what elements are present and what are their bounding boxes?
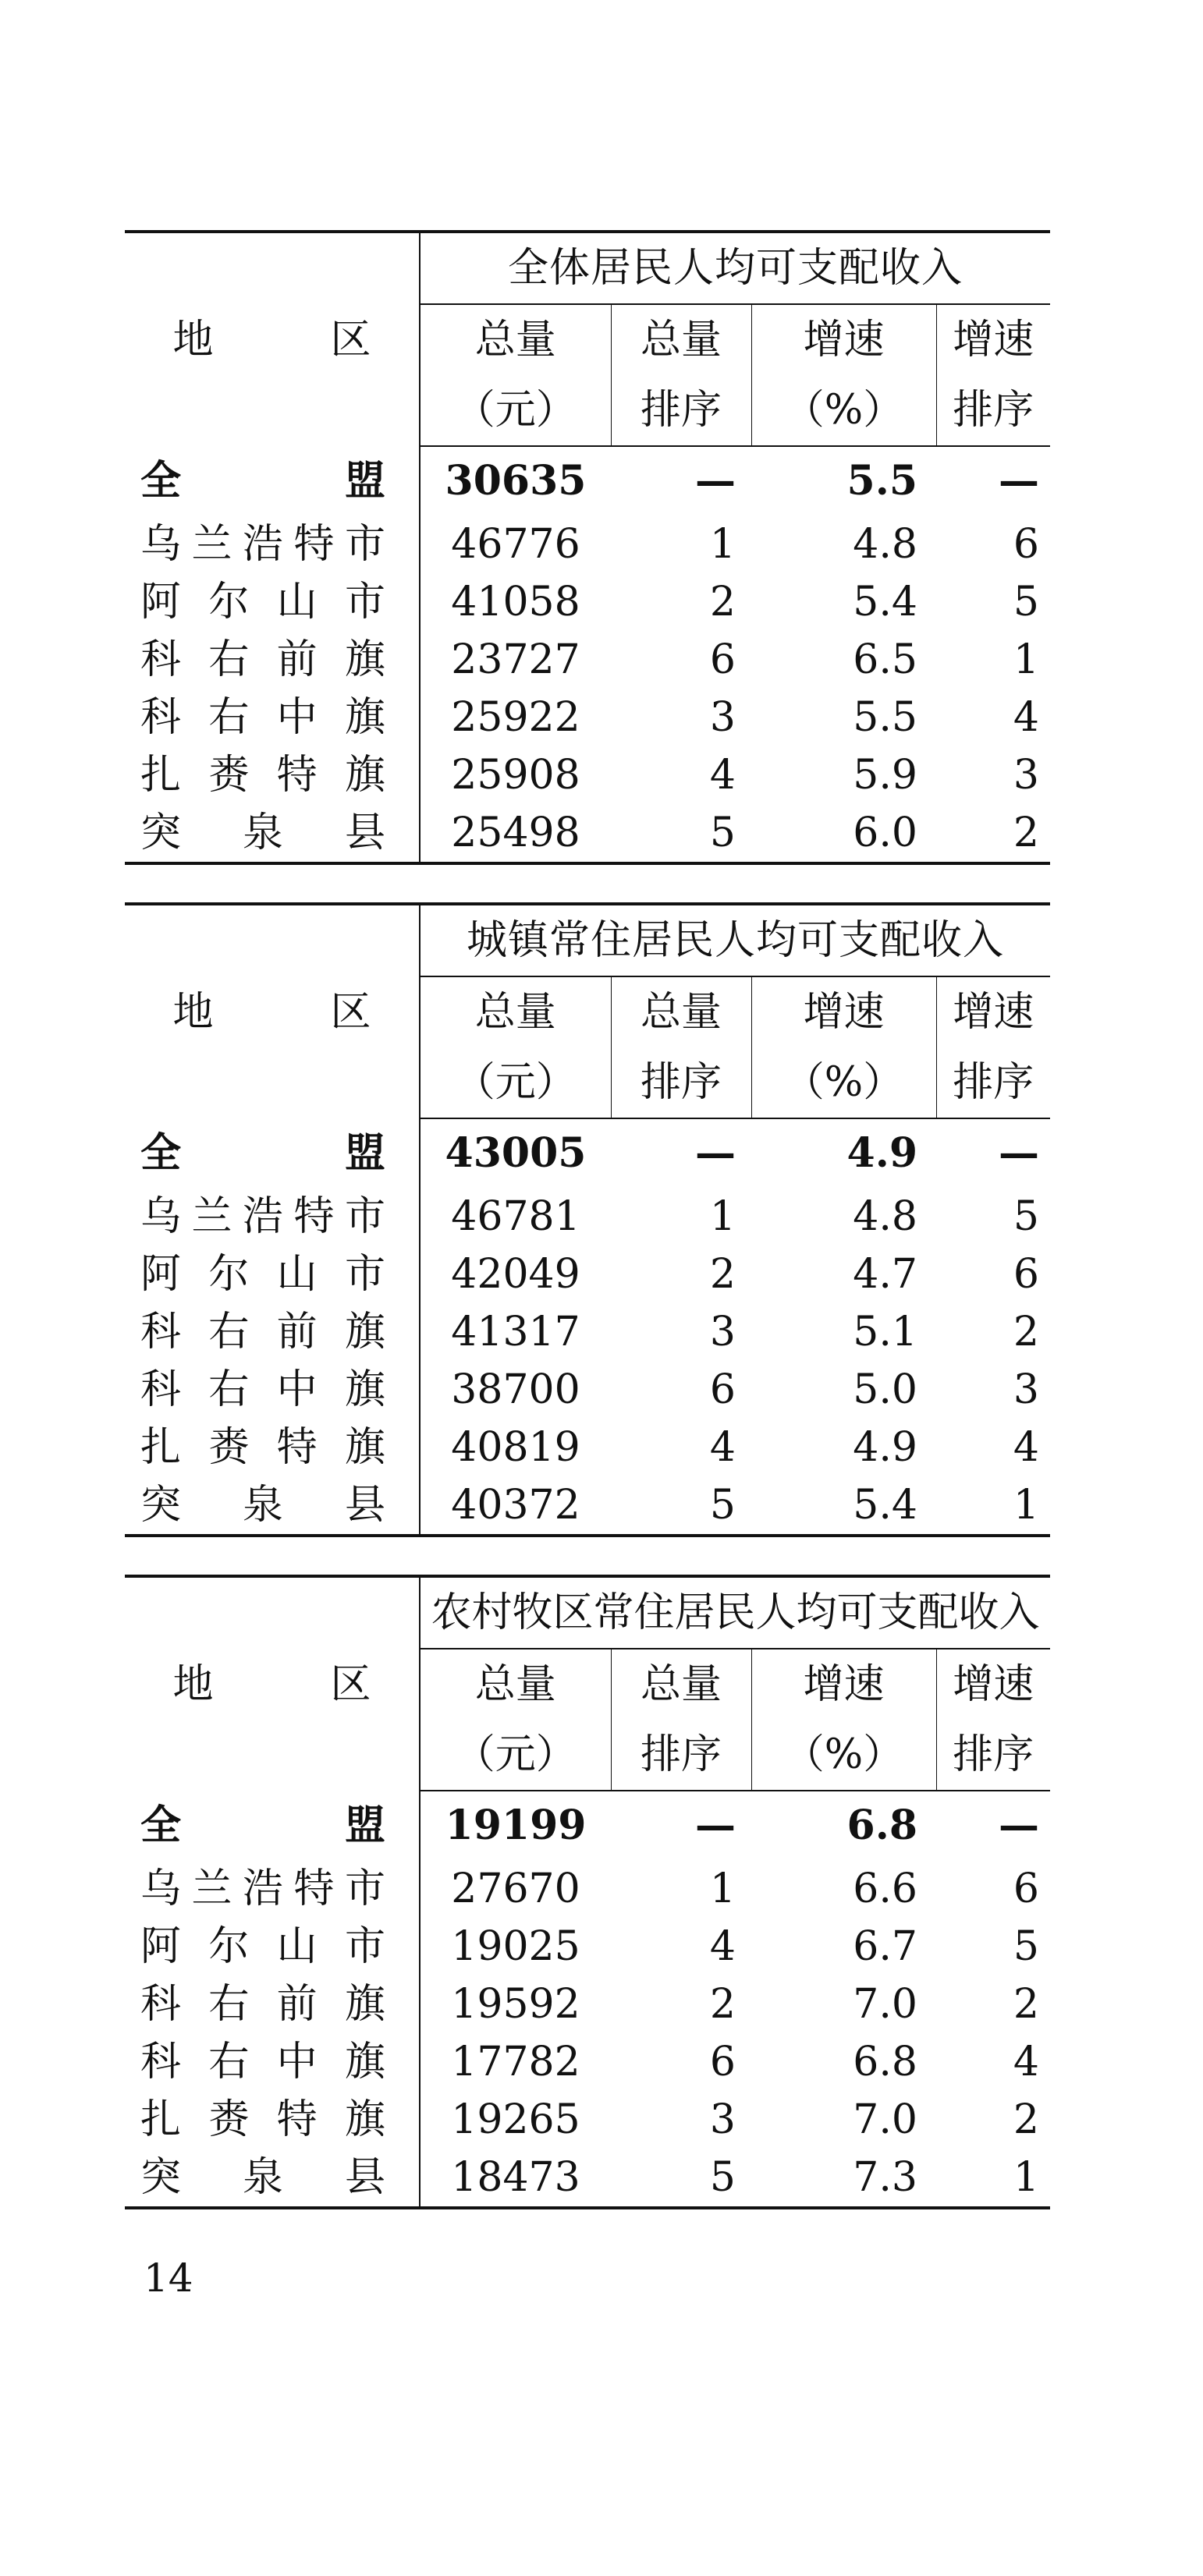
growth-cell: 7.3	[853, 2154, 917, 2201]
total-cell: 27670	[451, 1866, 580, 1912]
table-row	[125, 746, 1050, 804]
growth-rank-cell: 5	[1013, 579, 1040, 625]
table-row	[125, 1118, 1050, 1188]
region-char: 山	[276, 1923, 318, 1970]
region-header-char-1: 地	[172, 316, 214, 363]
table-row	[125, 1245, 1050, 1303]
growth-cell: 6.0	[853, 810, 917, 856]
growth-rank-cell: 5	[1013, 1923, 1040, 1970]
region-char: 突	[140, 2154, 182, 2201]
region-header-char-1: 地	[172, 1660, 214, 1708]
total-cell: 25922	[451, 694, 580, 741]
total-rank-header-line2: 排序	[611, 375, 751, 446]
table-row	[125, 1975, 1050, 2033]
region-cell	[125, 1975, 420, 2033]
total-cell: 46781	[451, 1193, 580, 1240]
total-rank-cell: 3	[709, 1309, 736, 1355]
total-cell: 40372	[451, 1482, 580, 1529]
growth-rank-header-line2: 排序	[936, 1047, 1050, 1118]
region-char: 科	[140, 636, 182, 683]
region-char: 前	[276, 636, 318, 683]
growth-rank-cell: 2	[1013, 2096, 1040, 2143]
total-rank-cell: 1	[709, 521, 736, 568]
table-body	[125, 1576, 1050, 2208]
table-title: 全体居民人均可支配收入	[420, 232, 1050, 304]
total-rank-header-line2: 排序	[611, 1047, 751, 1118]
growth-cell: 4.8	[853, 521, 917, 568]
region-char: 特	[293, 1193, 335, 1240]
table-row	[125, 2149, 1050, 2208]
total-rank-cell: 6	[709, 1366, 736, 1413]
region-cell	[125, 1303, 420, 1361]
region-char: 县	[344, 1482, 385, 1529]
growth-cell: 4.8	[853, 1193, 917, 1240]
region-char: 山	[276, 579, 318, 625]
total-cell: 46776	[451, 521, 580, 568]
total-cell: 19265	[451, 2096, 580, 2143]
table-body	[125, 232, 1050, 863]
region-char: 全	[140, 1801, 182, 1849]
region-char: 泉	[242, 1482, 283, 1529]
region-char: 尔	[208, 579, 250, 625]
region-char: 旗	[344, 636, 385, 683]
total-rank-cell: —	[695, 457, 736, 505]
growth-rank-cell: 4	[1013, 694, 1040, 741]
region-char: 特	[293, 1866, 335, 1912]
total-cell: 41058	[451, 579, 580, 625]
growth-rank-cell: 6	[1013, 521, 1040, 568]
table-row	[125, 2033, 1050, 2091]
region-char: 浩	[242, 1866, 283, 1912]
region-cell	[125, 631, 420, 689]
growth-cell: 7.0	[853, 1981, 917, 2028]
total-header: 总量	[420, 976, 611, 1047]
table-row	[125, 1476, 1050, 1536]
region-char: 兰	[191, 1193, 232, 1240]
total-cell: 19025	[451, 1923, 580, 1970]
region-char: 扎	[140, 752, 182, 799]
growth-unit-header: （%）	[751, 1720, 936, 1791]
table-title: 农村牧区常住居民人均可支配收入	[420, 1576, 1050, 1649]
region-char: 市	[344, 1193, 385, 1240]
growth-rank-cell: 2	[1013, 810, 1040, 856]
table-title: 城镇常住居民人均可支配收入	[420, 904, 1050, 976]
region-cell	[125, 1791, 420, 1860]
growth-cell: 7.0	[853, 2096, 917, 2143]
region-char: 乌	[140, 1193, 182, 1240]
total-rank-cell: 5	[709, 1482, 736, 1529]
growth-rank-cell: —	[999, 457, 1040, 505]
region-header-char-1: 地	[172, 988, 214, 1036]
growth-header: 增速	[751, 304, 936, 375]
region-char: 全	[140, 456, 182, 505]
growth-cell: 6.7	[853, 1923, 917, 1970]
region-char: 旗	[344, 1424, 385, 1471]
total-rank-cell: 2	[709, 1251, 736, 1298]
total-cell: 17782	[451, 2039, 580, 2085]
table-row	[125, 1188, 1050, 1245]
region-char: 前	[276, 1309, 318, 1355]
table-body	[125, 904, 1050, 1536]
region-char: 旗	[344, 752, 385, 799]
total-rank-cell: 1	[709, 1193, 736, 1240]
growth-cell: 6.5	[853, 636, 917, 683]
region-header	[125, 232, 420, 446]
region-cell	[125, 1918, 420, 1975]
region-header	[125, 1576, 420, 1791]
growth-rank-header-line1: 增速	[953, 1661, 1034, 1708]
growth-header: 增速	[751, 976, 936, 1047]
region-header	[125, 904, 420, 1118]
total-rank-cell: 5	[709, 2154, 736, 2201]
growth-rank-cell: —	[999, 1129, 1040, 1177]
region-cell	[125, 2091, 420, 2149]
region-char: 突	[140, 1482, 182, 1529]
region-char: 右	[208, 2039, 250, 2085]
region-char: 盟	[344, 456, 385, 505]
region-char: 县	[344, 810, 385, 856]
total-rank-cell: 4	[709, 1424, 736, 1471]
growth-rank-header-line1: 增速	[953, 989, 1034, 1036]
region-char: 阿	[140, 1923, 182, 1970]
growth-cell: 5.0	[853, 1366, 917, 1413]
region-char: 特	[293, 521, 335, 568]
table-row	[125, 2091, 1050, 2149]
region-char: 中	[276, 694, 318, 741]
table-row	[125, 1361, 1050, 1419]
region-char: 旗	[344, 1366, 385, 1413]
total-rank-header-line1: 总量	[611, 976, 751, 1047]
region-cell	[125, 1860, 420, 1918]
region-char: 中	[276, 1366, 318, 1413]
total-rank-cell: 1	[709, 1866, 736, 1912]
region-cell	[125, 689, 420, 746]
total-unit-header: （元）	[420, 375, 611, 446]
region-char: 右	[208, 1366, 250, 1413]
total-cell: 25908	[451, 752, 580, 799]
region-char: 扎	[140, 2096, 182, 2143]
region-cell	[125, 1245, 420, 1303]
region-cell	[125, 446, 420, 516]
region-char: 全	[140, 1129, 182, 1177]
table-row	[125, 1419, 1050, 1476]
region-cell	[125, 1476, 420, 1536]
growth-cell: 4.9	[853, 1424, 917, 1471]
total-cell: 43005	[445, 1129, 587, 1177]
region-char: 市	[344, 1251, 385, 1298]
growth-cell: 4.9	[846, 1129, 917, 1177]
total-rank-header-line2: 排序	[611, 1720, 751, 1791]
growth-rank-header-line2: 排序	[936, 1720, 1050, 1791]
growth-cell: 5.5	[846, 457, 917, 505]
income-table-urban-residents	[125, 902, 1050, 1537]
total-cell: 41317	[451, 1309, 580, 1355]
growth-header: 增速	[751, 1649, 936, 1720]
growth-cell: 5.4	[853, 1482, 917, 1529]
region-cell	[125, 2149, 420, 2208]
total-unit-header: （元）	[420, 1720, 611, 1791]
total-unit-header: （元）	[420, 1047, 611, 1118]
growth-rank-cell: 6	[1013, 1251, 1040, 1298]
growth-rank-header-line1: 增速	[953, 317, 1034, 363]
region-char: 市	[344, 579, 385, 625]
growth-cell: 5.4	[853, 579, 917, 625]
region-char: 特	[276, 1424, 318, 1471]
total-header: 总量	[420, 304, 611, 375]
region-char: 市	[344, 1866, 385, 1912]
table-row	[125, 1918, 1050, 1975]
region-header-char-2: 区	[330, 988, 371, 1036]
total-rank-cell: 2	[709, 579, 736, 625]
total-cell: 38700	[451, 1366, 580, 1413]
region-cell	[125, 1188, 420, 1245]
total-header: 总量	[420, 1649, 611, 1720]
region-cell	[125, 1118, 420, 1188]
growth-cell: 5.9	[853, 752, 917, 799]
region-char: 特	[276, 2096, 318, 2143]
region-char: 赉	[208, 2096, 250, 2143]
table-row	[125, 689, 1050, 746]
total-cell: 23727	[451, 636, 580, 683]
total-rank-cell: 3	[709, 694, 736, 741]
table-row	[125, 573, 1050, 631]
region-cell	[125, 1419, 420, 1476]
region-char: 兰	[191, 1866, 232, 1912]
region-char: 盟	[344, 1129, 385, 1177]
region-char: 右	[208, 1309, 250, 1355]
total-rank-cell: 6	[709, 2039, 736, 2085]
region-header-char-2: 区	[330, 316, 371, 363]
region-char: 科	[140, 1309, 182, 1355]
growth-cell: 6.6	[853, 1866, 917, 1912]
total-cell: 40819	[451, 1424, 580, 1471]
region-char: 市	[344, 1923, 385, 1970]
region-char: 赉	[208, 752, 250, 799]
growth-cell: 6.8	[846, 1802, 917, 1849]
table-row	[125, 631, 1050, 689]
total-rank-cell: 2	[709, 1981, 736, 2028]
region-char: 中	[276, 2039, 318, 2085]
region-cell	[125, 516, 420, 573]
region-char: 兰	[191, 521, 232, 568]
region-cell	[125, 746, 420, 804]
growth-cell: 6.8	[853, 2039, 917, 2085]
region-char: 科	[140, 694, 182, 741]
growth-rank-cell: 4	[1013, 1424, 1040, 1471]
total-rank-cell: —	[695, 1129, 736, 1177]
region-char: 泉	[242, 2154, 283, 2201]
region-char: 乌	[140, 521, 182, 568]
total-cell: 30635	[445, 457, 587, 505]
region-char: 赉	[208, 1424, 250, 1471]
region-char: 科	[140, 1981, 182, 2028]
region-cell	[125, 1361, 420, 1419]
region-char: 右	[208, 694, 250, 741]
region-char: 科	[140, 2039, 182, 2085]
region-char: 山	[276, 1251, 318, 1298]
region-char: 科	[140, 1366, 182, 1413]
region-char: 盟	[344, 1801, 385, 1849]
total-rank-cell: —	[695, 1802, 736, 1849]
total-rank-cell: 4	[709, 1923, 736, 1970]
total-rank-header-line1: 总量	[611, 1649, 751, 1720]
total-rank-cell: 6	[709, 636, 736, 683]
total-cell: 25498	[451, 810, 580, 856]
total-rank-cell: 3	[709, 2096, 736, 2143]
total-cell: 18473	[451, 2154, 580, 2201]
total-rank-cell: 5	[709, 810, 736, 856]
total-rank-cell: 4	[709, 752, 736, 799]
growth-rank-cell: 6	[1013, 1866, 1040, 1912]
region-char: 前	[276, 1981, 318, 2028]
region-char: 旗	[344, 694, 385, 741]
table-row	[125, 1303, 1050, 1361]
region-char: 阿	[140, 579, 182, 625]
region-char: 县	[344, 2154, 385, 2201]
total-cell: 42049	[451, 1251, 580, 1298]
region-char: 浩	[242, 1193, 283, 1240]
region-header-char-2: 区	[330, 1660, 371, 1708]
growth-rank-cell: 5	[1013, 1193, 1040, 1240]
total-rank-header-line1: 总量	[611, 304, 751, 375]
table-row	[125, 1860, 1050, 1918]
region-char: 旗	[344, 2096, 385, 2143]
region-char: 旗	[344, 1309, 385, 1355]
growth-rank-cell: 1	[1013, 1482, 1040, 1529]
growth-rank-header-line2: 排序	[936, 375, 1050, 446]
growth-rank-cell: 4	[1013, 2039, 1040, 2085]
income-table-rural-residents	[125, 1575, 1050, 2209]
page-number: 14	[144, 2255, 193, 2301]
growth-rank-cell: 3	[1013, 752, 1040, 799]
growth-rank-cell: 1	[1013, 636, 1040, 683]
growth-rank-cell: —	[999, 1802, 1040, 1849]
table-row	[125, 446, 1050, 516]
table-row	[125, 804, 1050, 863]
region-char: 特	[276, 752, 318, 799]
region-cell	[125, 2033, 420, 2091]
region-cell	[125, 804, 420, 863]
region-char: 右	[208, 1981, 250, 2028]
growth-cell: 5.5	[853, 694, 917, 741]
growth-cell: 4.7	[853, 1251, 917, 1298]
region-char: 右	[208, 636, 250, 683]
region-char: 乌	[140, 1866, 182, 1912]
total-cell: 19592	[451, 1981, 580, 2028]
region-char: 扎	[140, 1424, 182, 1471]
growth-cell: 5.1	[853, 1309, 917, 1355]
region-char: 尔	[208, 1251, 250, 1298]
table-row	[125, 1791, 1050, 1860]
region-char: 突	[140, 810, 182, 856]
growth-rank-cell: 3	[1013, 1366, 1040, 1413]
region-char: 浩	[242, 521, 283, 568]
growth-unit-header: （%）	[751, 1047, 936, 1118]
table-row	[125, 516, 1050, 573]
income-table-all-residents	[125, 230, 1050, 865]
growth-rank-cell: 2	[1013, 1309, 1040, 1355]
region-char: 尔	[208, 1923, 250, 1970]
region-char: 市	[344, 521, 385, 568]
growth-rank-cell: 1	[1013, 2154, 1040, 2201]
growth-unit-header: （%）	[751, 375, 936, 446]
growth-rank-cell: 2	[1013, 1981, 1040, 2028]
region-char: 旗	[344, 1981, 385, 2028]
region-char: 阿	[140, 1251, 182, 1298]
region-char: 旗	[344, 2039, 385, 2085]
region-cell	[125, 573, 420, 631]
region-char: 泉	[242, 810, 283, 856]
total-cell: 19199	[445, 1802, 587, 1849]
